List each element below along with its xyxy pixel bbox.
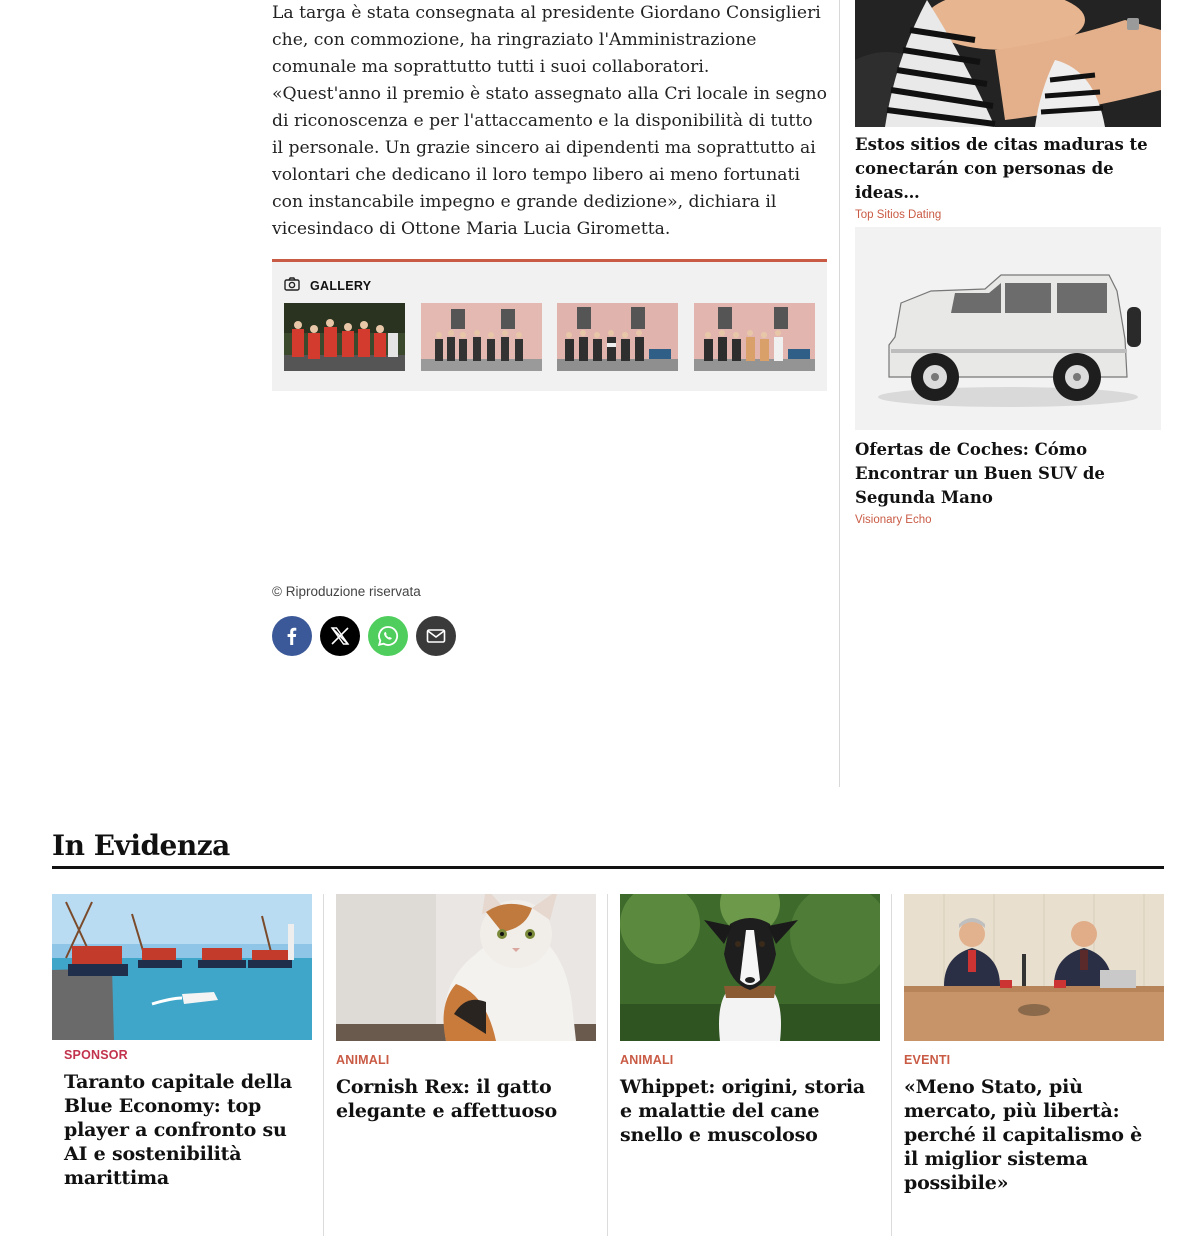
camera-icon (284, 276, 300, 295)
share-bar (272, 616, 456, 656)
copyright-notice: © Riproduzione riservata (272, 584, 421, 599)
card-divider (323, 894, 324, 1236)
card-category: SPONSOR (64, 1048, 128, 1062)
email-icon (425, 625, 447, 647)
whatsapp-icon (376, 624, 400, 648)
card-title: Cornish Rex: il gatto elegante e affettuoso (336, 1076, 557, 1122)
evidenza-card[interactable] (52, 894, 312, 1190)
card-image (52, 894, 312, 1040)
share-facebook-button[interactable] (272, 616, 312, 656)
card-title: Taranto capitale della Blue Economy: top player a confronto su AI e sostenibilità marittima (64, 1071, 292, 1189)
section-title: In Evidenza (52, 829, 230, 862)
column-divider (839, 0, 840, 787)
evidenza-card[interactable] (336, 894, 596, 1123)
article-paragraph: «Quest'anno il premio è stato assegnato alla Cri locale in segno di riconoscenza e per l'attaccamento e la disponibilità di tutto il personale. Un grazie sincero ai dipendenti ma soprattutto ai volontari che dedicano il loro tempo libero ai meno fortunati con instancabile impegno e grande dedizione», dichiara il vicesindaco di Ottone Maria Lucia Girometta. (272, 84, 827, 239)
ad-title: Estos sitios de citas maduras te conectarán con personas de ideas… (855, 135, 1148, 202)
card-divider (891, 894, 892, 1236)
x-icon (329, 625, 351, 647)
evidenza-card[interactable] (620, 894, 880, 1147)
gallery-thumbnail[interactable] (694, 303, 815, 371)
sidebar-ad[interactable] (855, 0, 1161, 221)
card-category: ANIMALI (620, 1053, 674, 1067)
article-body (272, 0, 828, 243)
ad-source: Top Sitios Dating (855, 209, 942, 221)
sidebar-ad[interactable] (855, 227, 1161, 526)
card-image (620, 894, 880, 1041)
gallery-thumbnail[interactable] (557, 303, 678, 371)
card-title: Whippet: origini, storia e malattie del cane snello e muscoloso (620, 1076, 865, 1146)
gallery-thumbnail[interactable] (421, 303, 542, 371)
section-rule (52, 866, 1164, 869)
ad-image (855, 0, 1161, 127)
ad-source: Visionary Echo (855, 514, 932, 526)
ad-image (855, 227, 1161, 430)
card-category: EVENTI (904, 1053, 951, 1067)
card-image (336, 894, 596, 1041)
ad-title: Ofertas de Coches: Cómo Encontrar un Buen SUV de Segunda Mano (855, 440, 1105, 507)
share-whatsapp-button[interactable] (368, 616, 408, 656)
card-image (904, 894, 1164, 1041)
card-category: ANIMALI (336, 1053, 390, 1067)
card-title: «Meno Stato, più mercato, più libertà: perché il capitalismo è il miglior sistema possibile» (904, 1076, 1143, 1194)
share-x-button[interactable] (320, 616, 360, 656)
gallery-title: GALLERY (310, 278, 372, 293)
gallery-box (272, 259, 827, 391)
gallery-thumbnail[interactable] (284, 303, 405, 371)
facebook-icon (282, 626, 302, 646)
card-divider (607, 894, 608, 1236)
evidenza-card[interactable] (904, 894, 1164, 1195)
article-paragraph: La targa è stata consegnata al presidente Giordano Consiglieri che, con commozione, ha ringraziato l'Amministrazione comunale ma soprattutto tutti i suoi collaboratori. (272, 3, 821, 77)
share-email-button[interactable] (416, 616, 456, 656)
gallery-header (284, 276, 371, 295)
